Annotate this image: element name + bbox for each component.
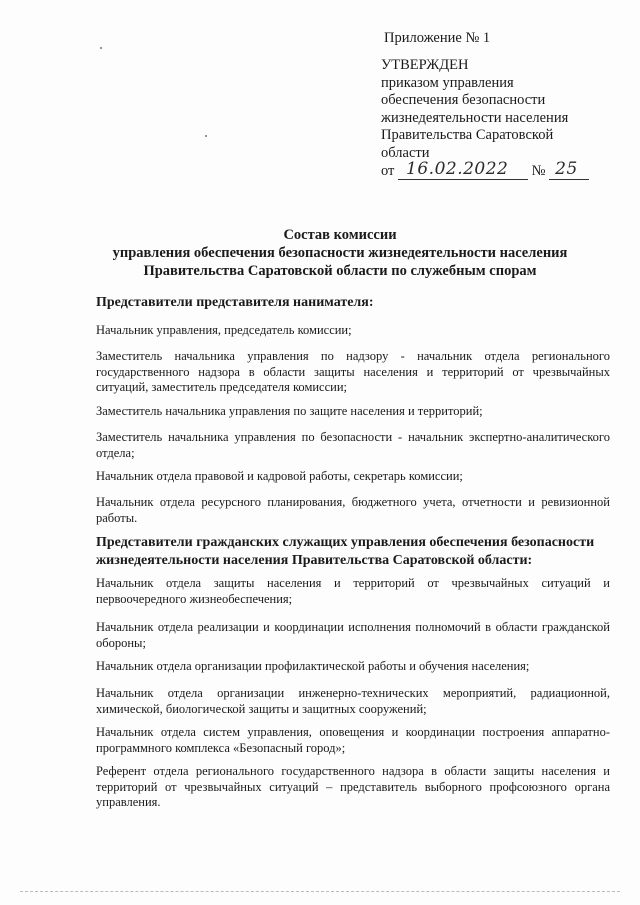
list-item: Начальник отдела организации инженерно-технических мероприятий, радиационной, химической, биологической защиты и защитных сооружений; — [96, 686, 610, 716]
scan-edge-line — [20, 891, 620, 893]
document-title — [80, 226, 600, 280]
approved-line: области — [381, 144, 430, 161]
approved-line: приказом управления — [381, 74, 514, 91]
approval-block — [381, 57, 621, 162]
list-item: Заместитель начальника управления по защите населения и территорий; — [96, 404, 483, 418]
date-prefix: от — [381, 163, 395, 179]
list-item: Референт отдела регионального государственного надзора в области защиты населения и территорий от чрезвычайных ситуаций – представитель выборного профсоюзного органа управления. — [96, 764, 610, 809]
date-field — [398, 159, 528, 180]
number-field — [549, 159, 589, 180]
approved-line: обеспечения безопасности — [381, 92, 546, 108]
order-date-line — [381, 159, 601, 180]
list-item: Начальник отдела защиты населения и территорий от чрезвычайных ситуаций и первоочередного жизнеобеспечения; — [96, 576, 610, 606]
list-item: Начальник отдела систем управления, оповещения и координации построения аппаратно-программного комплекса «Безопасный город»; — [96, 725, 610, 755]
handwritten-date: 16.02.2022 — [406, 159, 509, 179]
list-item: Заместитель начальника управления по надзору - начальник отдела регионального государственного надзора в области защиты населения и территорий от чрезвычайных ситуаций, заместитель председателя комиссии; — [96, 349, 610, 394]
title-line: Состав комиссии — [283, 227, 397, 243]
list-item: Начальник отдела правовой и кадровой работы, секретарь комиссии; — [96, 469, 463, 483]
approved-line: жизнедеятельности населения — [381, 109, 569, 126]
list-item: Начальник отдела реализации и координации исполнения полномочий в области гражданской обороны; — [96, 620, 610, 650]
list-item: Начальник управления, председатель комиссии; — [96, 323, 352, 337]
approved-title: УТВЕРЖДЕН — [381, 57, 469, 73]
list-item: Заместитель начальника управления по безопасности - начальник экспертно-аналитического отдела; — [96, 430, 610, 460]
scan-speck — [205, 135, 207, 137]
list-item: Начальник отдела ресурсного планирования, бюджетного учета, отчетности и ревизионной работы. — [96, 495, 610, 525]
number-label: № — [531, 163, 546, 179]
section-heading-employer: Представители представителя нанимателя: — [96, 295, 374, 310]
approved-line: Правительства Саратовской — [381, 127, 554, 143]
scan-speck — [100, 47, 102, 49]
title-line: управления обеспечения безопасности жизнедеятельности населения — [112, 245, 568, 261]
handwritten-number: 25 — [555, 159, 578, 179]
section-heading-employees: Представители гражданских служащих управления обеспечения безопасности жизнедеятельности населения Правительства Саратовской области: — [96, 535, 595, 568]
list-item: Начальник отдела организации профилактической работы и обучения населения; — [96, 659, 530, 673]
appendix-label: Приложение № 1 — [384, 30, 491, 46]
title-line: Правительства Саратовской области по служебным спорам — [143, 263, 537, 279]
